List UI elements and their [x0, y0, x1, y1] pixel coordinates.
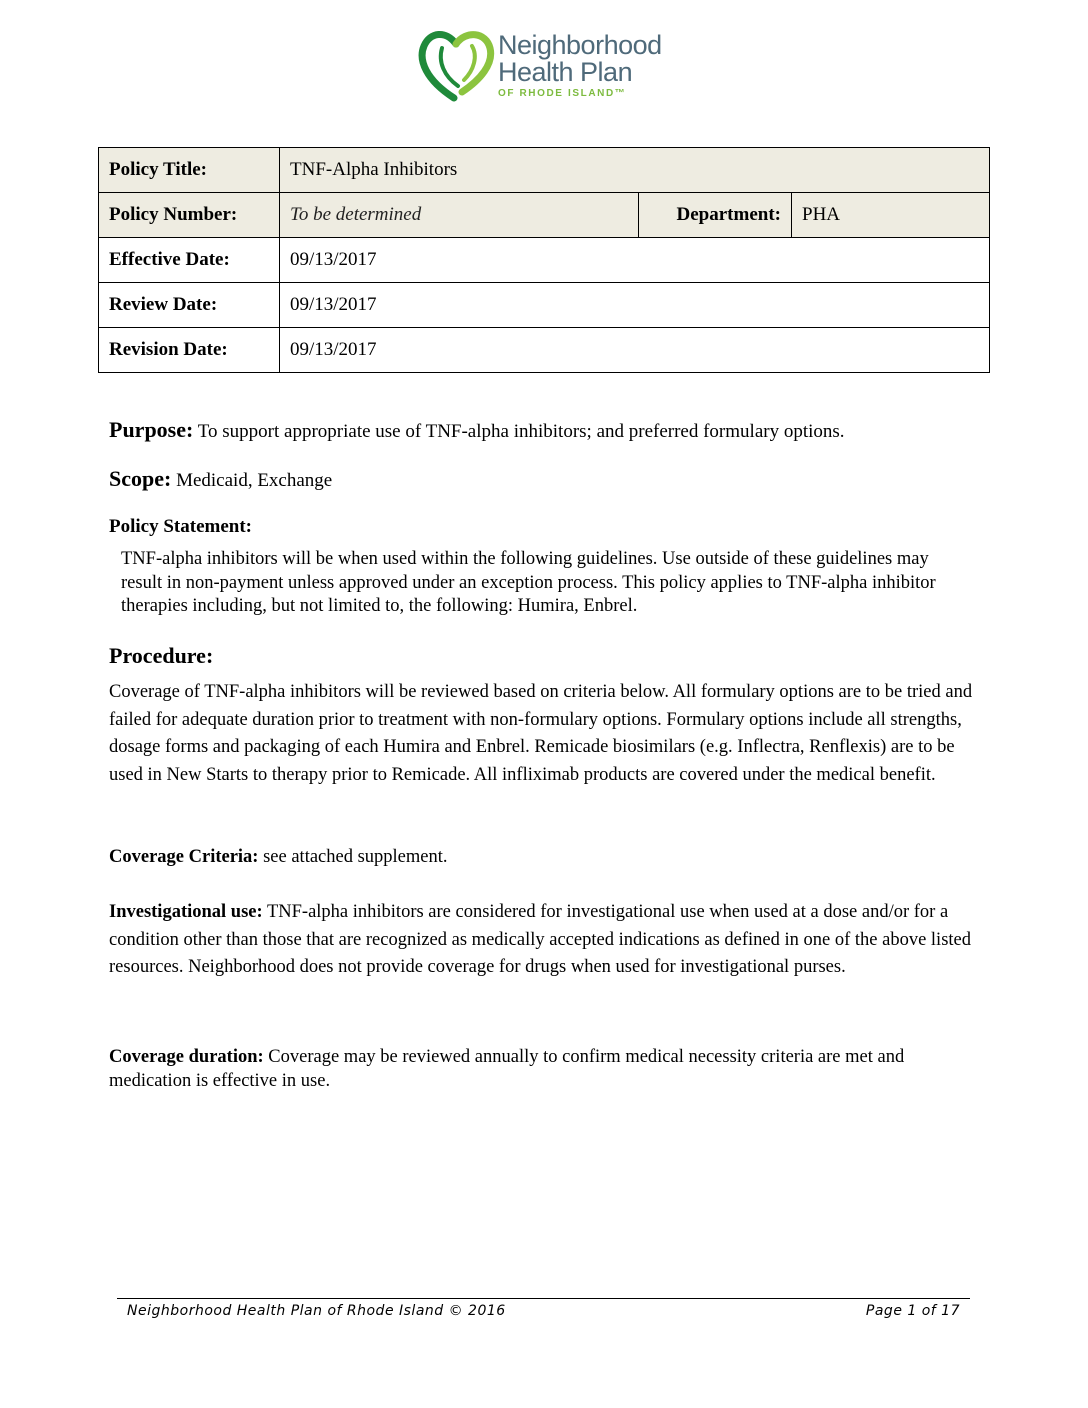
investigational-use-label: Investigational use: — [109, 902, 263, 922]
purpose-section — [109, 416, 845, 445]
heart-swirl-logo-icon — [416, 28, 496, 104]
scope-section — [109, 465, 332, 494]
investigational-use-text: TNF-alpha inhibitors are considered for investigational use when used at a dose and/or for a condition other than those that are recognized as medically accepted indications as defined in one of the above listed resources. Neighborhood does not provide coverage for drugs when used for investigational purses. — [109, 902, 971, 977]
policy-number-label: Policy Number: — [99, 193, 280, 238]
policy-info-table — [98, 147, 990, 373]
policy-title-value: TNF-Alpha Inhibitors — [280, 148, 990, 193]
department-label: Department: — [639, 193, 792, 238]
purpose-heading: Purpose: — [109, 417, 194, 442]
coverage-duration-text: Coverage may be reviewed annually to confirm medical necessity criteria are met and medication is effective in use. — [109, 1047, 905, 1091]
footer-divider — [117, 1298, 970, 1299]
revision-date-value: 09/13/2017 — [280, 328, 990, 373]
coverage-criteria — [109, 844, 979, 872]
effective-date-label: Effective Date: — [99, 238, 280, 283]
coverage-duration — [109, 1045, 979, 1093]
procedure-text: Coverage of TNF-alpha inhibitors will be reviewed based on criteria below. All formulary options are to be tried and failed for adequate duration prior to treatment with non-formulary options. Formulary options include all strengths, dosage forms and packaging of each Humira and Enbrel. Remicade biosimilars (e.g. Inflectra, Renflexis) are to be used in New Starts to therapy prior to Remicade. All infliximab products are covered under the medical benefit. — [109, 682, 973, 785]
department-value: PHA — [792, 193, 990, 238]
investigational-use — [109, 899, 979, 982]
policy-statement-heading: Policy Statement: — [109, 516, 252, 537]
table-row — [99, 148, 990, 193]
footer-page-number: Page 1 of 17 — [865, 1303, 960, 1319]
coverage-criteria-label: Coverage Criteria: — [109, 847, 259, 867]
logo-line2: Health Plan — [498, 57, 633, 87]
scope-text: Medicaid, Exchange — [171, 470, 333, 491]
table-row — [99, 283, 990, 328]
footer-copyright: Neighborhood Health Plan of Rhode Island © 2016 — [127, 1303, 506, 1319]
purpose-text: To support appropriate use of TNF-alpha inhibitors; and preferred formulary options. — [193, 421, 845, 442]
procedure-heading: Procedure: — [109, 643, 214, 668]
scope-heading: Scope: — [109, 466, 172, 491]
table-row — [99, 193, 990, 238]
review-date-label: Review Date: — [99, 283, 280, 328]
logo-line1: Neighborhood — [498, 30, 662, 60]
coverage-criteria-text: see attached supplement. — [258, 847, 448, 867]
table-row — [99, 238, 990, 283]
policy-number-value: To be determined — [280, 193, 639, 238]
revision-date-label: Revision Date: — [99, 328, 280, 373]
policy-statement-text: TNF-alpha inhibitors will be when used within the following guidelines. Use outside of these guidelines may result in non-payment unless approved under an exception process. This policy applies to TNF-alpha inhibitor therapies including, but not limited to, the following: Humira, Enbrel. — [121, 549, 936, 616]
coverage-duration-label: Coverage duration: — [109, 1047, 264, 1067]
review-date-value: 09/13/2017 — [280, 283, 990, 328]
policy-title-label: Policy Title: — [99, 148, 280, 193]
logo — [416, 28, 686, 108]
effective-date-value: 09/13/2017 — [280, 238, 990, 283]
logo-line3: OF RHODE ISLAND™ — [498, 88, 627, 99]
table-row — [99, 328, 990, 373]
